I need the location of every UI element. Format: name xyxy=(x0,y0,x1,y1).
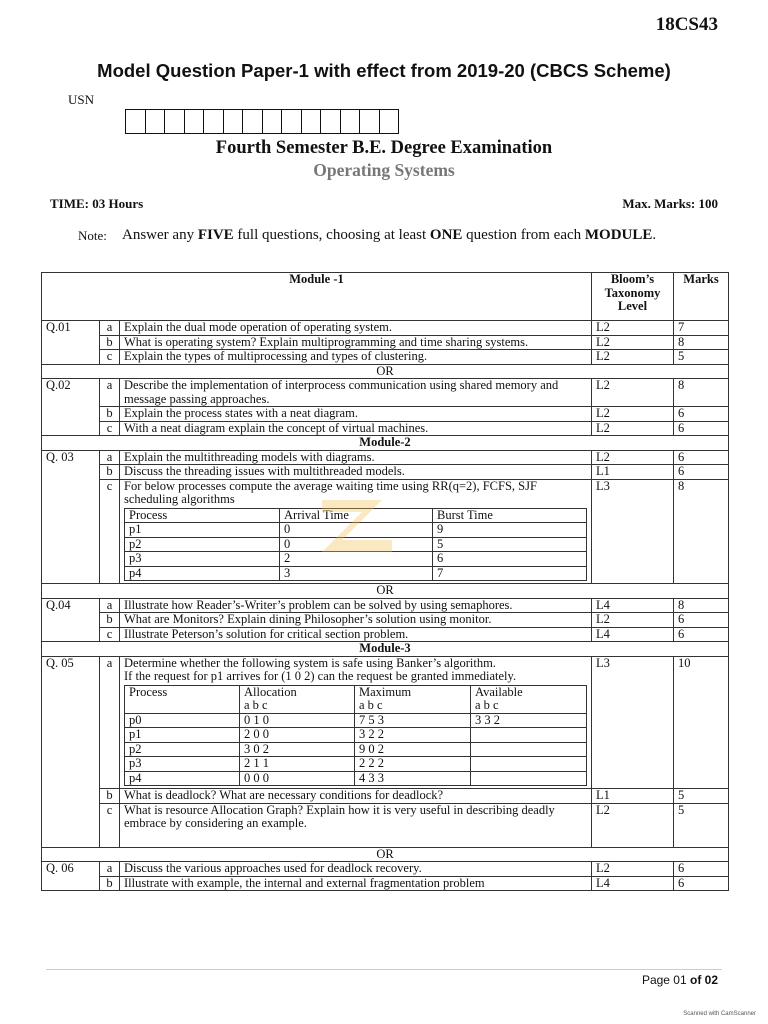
or-separator: OR xyxy=(42,364,729,379)
page-number: Page 01 of 02 xyxy=(641,973,718,987)
question-text: What are Monitors? Explain dining Philosopher’s solution using monitor. xyxy=(120,613,592,628)
table-row: p4 3 7 xyxy=(125,566,587,581)
marks-value: 10 xyxy=(674,656,729,789)
question-number: Q.02 xyxy=(42,379,100,436)
table-row: Q. 05 a Determine whether the following system is safe using Banker’s algorithm. If the request for p1 arrives for (1 0 2) can the request be granted immediately. Process Allocation Maximum Available a b c a b c a b c p0 0 1 0 7 5 3 3 3 2 p1 2 0 0 3 2 2 p2 3 0 2 9 0 2 p3 2 1 1 2 2 2 p4 0 0 0 4 3 3 L3 10 xyxy=(42,656,729,789)
marks-value: 5 xyxy=(674,350,729,365)
table-row: b Discuss the threading issues with multithreaded models. L1 6 xyxy=(42,465,729,480)
blooms-level: L2 xyxy=(592,803,674,847)
subject-heading: Operating Systems xyxy=(313,160,455,180)
question-text: What is operating system? Explain multiprogramming and time sharing systems. xyxy=(120,335,592,350)
table-row: Process Allocation Maximum Available xyxy=(125,685,587,699)
marks-value: 6 xyxy=(674,465,729,480)
footer-divider xyxy=(46,969,722,970)
table-row: b Illustrate with example, the internal and external fragmentation problem L4 6 xyxy=(42,876,729,891)
question-text: Discuss the various approaches used for deadlock recovery. xyxy=(120,862,592,877)
question-text: Describe the implementation of interprocess communication using shared memory and message passing approaches. xyxy=(120,379,592,407)
table-row: p0 0 1 0 7 5 3 3 3 2 xyxy=(125,713,587,728)
marks-value: 8 xyxy=(674,598,729,613)
marks-value: 8 xyxy=(674,335,729,350)
bankers-table xyxy=(124,685,587,787)
blooms-level: L2 xyxy=(592,379,674,407)
marks-value: 6 xyxy=(674,407,729,422)
question-text: Discuss the threading issues with multithreaded models. xyxy=(120,465,592,480)
table-row: Q. 03 a Explain the multithreading models with diagrams. L2 6 xyxy=(42,450,729,465)
module-1-heading: Module -1 xyxy=(42,273,592,321)
table-row: c Illustrate Peterson’s solution for critical section problem. L4 6 xyxy=(42,627,729,642)
table-header-row xyxy=(42,273,729,321)
or-separator: OR xyxy=(42,847,729,862)
question-text: Explain the dual mode operation of operating system. xyxy=(120,321,592,336)
table-row: Q.04 a Illustrate how Reader’s-Writer’s problem can be solved by using semaphores. L4 8 xyxy=(42,598,729,613)
marks-value: 6 xyxy=(674,421,729,436)
scanner-credit: Scanned with CamScanner xyxy=(683,1011,756,1017)
table-row: c With a neat diagram explain the concept of virtual machines. L2 6 xyxy=(42,421,729,436)
blooms-level: L2 xyxy=(592,421,674,436)
table-row: Q.01 a Explain the dual mode operation of operating system. L2 7 xyxy=(42,321,729,336)
question-number: Q. 06 xyxy=(42,862,100,891)
marks-value: 8 xyxy=(674,479,729,584)
usn-label: USN xyxy=(68,92,95,107)
table-row: b What is deadlock? What are necessary conditions for deadlock? L1 5 xyxy=(42,789,729,804)
blooms-level: L4 xyxy=(592,598,674,613)
blooms-level: L3 xyxy=(592,656,674,789)
table-row: Q.02 a Describe the implementation of interprocess communication using shared memory and message passing approaches. L2 8 xyxy=(42,379,729,407)
table-row: b What are Monitors? Explain dining Philosopher’s solution using monitor. L2 6 xyxy=(42,613,729,628)
usn-boxes xyxy=(125,109,399,134)
blooms-level: L1 xyxy=(592,465,674,480)
blooms-level: L1 xyxy=(592,789,674,804)
module-2-heading: Module-2 xyxy=(42,436,729,451)
table-row: b Explain the process states with a neat diagram. L2 6 xyxy=(42,407,729,422)
question-table xyxy=(41,272,729,891)
question-text: Explain the multithreading models with diagrams. xyxy=(120,450,592,465)
table-row: p1 0 9 xyxy=(125,523,587,538)
marks-value: 8 xyxy=(674,379,729,407)
question-text: Illustrate with example, the internal and external fragmentation problem xyxy=(120,876,592,891)
blooms-level: L2 xyxy=(592,321,674,336)
semester-heading: Fourth Semester B.E. Degree Examination xyxy=(215,138,553,158)
table-row: p1 2 0 0 3 2 2 xyxy=(125,728,587,743)
max-marks: Max. Marks: 100 xyxy=(622,196,718,211)
table-row: p3 2 6 xyxy=(125,552,587,567)
question-text: Explain the types of multiprocessing and types of clustering. xyxy=(120,350,592,365)
watermark-logo xyxy=(312,480,402,560)
table-row: Process Arrival Time Burst Time xyxy=(125,508,587,523)
note-text: Answer any FIVE full questions, choosing at least ONE question from each MODULE. xyxy=(122,227,657,243)
blooms-level: L4 xyxy=(592,876,674,891)
paper-title: Model Question Paper-1 with effect from 2019-20 (CBCS Scheme) xyxy=(97,60,671,81)
table-row: Q. 06 a Discuss the various approaches used for deadlock recovery. L2 6 xyxy=(42,862,729,877)
question-number: Q.04 xyxy=(42,598,100,642)
question-text: Illustrate how Reader’s-Writer’s problem can be solved by using semaphores. xyxy=(120,598,592,613)
blooms-level: L4 xyxy=(592,627,674,642)
marks-value: 5 xyxy=(674,789,729,804)
question-text: What is resource Allocation Graph? Explain how it is very useful in describing deadly embrace by considering an example. xyxy=(120,803,592,847)
table-row: c For below processes compute the average waiting time using RR(q=2), FCFS, SJF scheduling algorithms Process Arrival Time Burst Time p1 0 9 p2 0 5 p3 2 6 p4 3 7 L3 8 xyxy=(42,479,729,584)
marks-value: 6 xyxy=(674,627,729,642)
marks-heading: Marks xyxy=(674,273,729,321)
question-text: For below processes compute the average waiting time using RR(q=2), FCFS, SJF scheduling algorithms Process Arrival Time Burst Time p1 0 9 p2 0 5 p3 2 6 p4 3 7 xyxy=(120,479,592,584)
module-3-heading: Module-3 xyxy=(42,642,729,657)
blooms-level: L3 xyxy=(592,479,674,584)
question-text: Explain the process states with a neat diagram. xyxy=(120,407,592,422)
question-number: Q.01 xyxy=(42,321,100,365)
question-text: With a neat diagram explain the concept of virtual machines. xyxy=(120,421,592,436)
question-text: Illustrate Peterson’s solution for critical section problem. xyxy=(120,627,592,642)
table-row: p3 2 1 1 2 2 2 xyxy=(125,757,587,772)
or-separator: OR xyxy=(42,584,729,599)
marks-value: 7 xyxy=(674,321,729,336)
blooms-level: L2 xyxy=(592,862,674,877)
marks-value: 6 xyxy=(674,450,729,465)
exam-time: TIME: 03 Hours xyxy=(50,196,144,211)
blooms-level: L2 xyxy=(592,335,674,350)
marks-value: 6 xyxy=(674,613,729,628)
marks-value: 5 xyxy=(674,803,729,847)
question-number: Q. 03 xyxy=(42,450,100,584)
table-row: p2 3 0 2 9 0 2 xyxy=(125,742,587,757)
question-number: Q. 05 xyxy=(42,656,100,847)
course-code: 18CS43 xyxy=(655,14,718,35)
table-row: p2 0 5 xyxy=(125,537,587,552)
table-row: a b c a b c a b c xyxy=(125,699,587,713)
table-row: c What is resource Allocation Graph? Explain how it is very useful in describing deadly embrace by considering an example. L2 5 xyxy=(42,803,729,847)
table-row: c Explain the types of multiprocessing and types of clustering. L2 5 xyxy=(42,350,729,365)
blooms-level: L2 xyxy=(592,407,674,422)
question-text: What is deadlock? What are necessary conditions for deadlock? xyxy=(120,789,592,804)
question-text: Determine whether the following system is safe using Banker’s algorithm. If the request for p1 arrives for (1 0 2) can the request be granted immediately. Process Allocation Maximum Available a b c a b c a b c p0 0 1 0 7 5 3 3 3 2 p1 2 0 0 3 2 2 p2 3 0 2 9 0 2 p3 2 1 1 2 2 2 p4 0 0 0 4 3 3 xyxy=(120,656,592,789)
table-row: b What is operating system? Explain multiprogramming and time sharing systems. L2 8 xyxy=(42,335,729,350)
blooms-level: L2 xyxy=(592,450,674,465)
blooms-level: L2 xyxy=(592,613,674,628)
marks-value: 6 xyxy=(674,862,729,877)
blooms-level: L2 xyxy=(592,350,674,365)
blooms-heading: Bloom’s Taxonomy Level xyxy=(592,273,674,321)
marks-value: 6 xyxy=(674,876,729,891)
table-row: p4 0 0 0 4 3 3 xyxy=(125,771,587,786)
note-label: Note: xyxy=(78,228,107,243)
